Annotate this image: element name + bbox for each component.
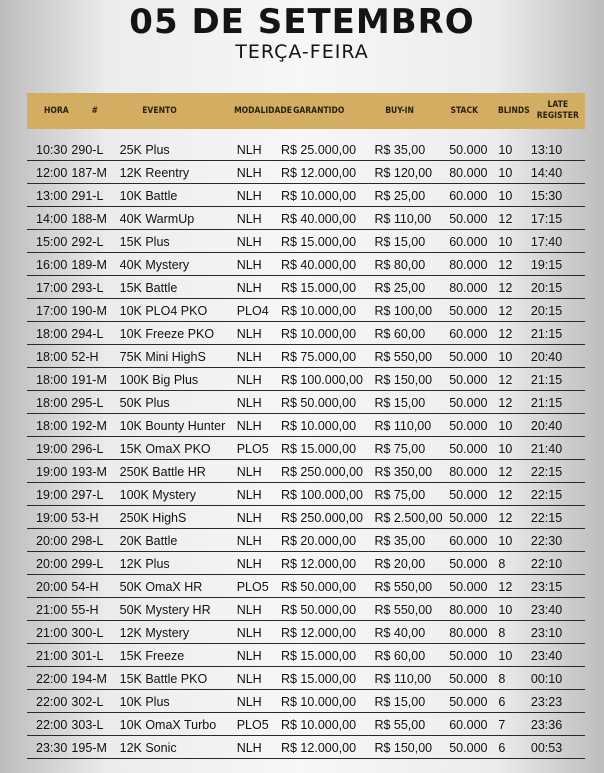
- cell-blinds: 12: [498, 304, 513, 318]
- cell-hora: 19:00: [36, 442, 68, 456]
- table-row: [27, 736, 585, 759]
- cell-garantido: R$ 100.000,00: [280, 488, 363, 502]
- cell-num: 55-H: [71, 603, 99, 617]
- cell-late-register: 22:15: [530, 511, 563, 525]
- cell-num: 293-L: [71, 281, 104, 295]
- cell-hora: 20:00: [36, 580, 68, 594]
- table-row: [27, 575, 585, 598]
- cell-blinds: 12: [498, 488, 513, 502]
- cell-stack: 60.000: [449, 189, 488, 203]
- cell-buyin: R$ 75,00: [374, 488, 426, 502]
- cell-num: 188-M: [71, 212, 107, 226]
- cell-modalidade: NLH: [236, 258, 262, 272]
- cell-evento: 10K Battle: [119, 189, 178, 203]
- cell-num: 296-L: [71, 442, 104, 456]
- table-row: [27, 598, 585, 621]
- cell-num: 191-M: [71, 373, 107, 387]
- cell-late-register: 20:15: [530, 304, 563, 318]
- table-row: [27, 138, 585, 161]
- col-evento: EVENTO: [142, 106, 177, 116]
- cell-stack: 80.000: [449, 465, 488, 479]
- cell-garantido: R$ 40.000,00: [280, 258, 357, 272]
- cell-garantido: R$ 15.000,00: [280, 649, 357, 663]
- cell-num: 54-H: [71, 580, 99, 594]
- cell-buyin: R$ 35,00: [374, 534, 426, 548]
- cell-blinds: 7: [498, 718, 506, 732]
- table-row: [27, 621, 585, 644]
- cell-hora: 19:00: [36, 465, 68, 479]
- cell-blinds: 12: [498, 465, 513, 479]
- cell-blinds: 6: [498, 741, 506, 755]
- cell-num: 189-M: [71, 258, 107, 272]
- cell-late-register: 23:36: [530, 718, 563, 732]
- cell-garantido: R$ 15.000,00: [280, 281, 357, 295]
- schedule-table: [27, 93, 585, 759]
- cell-evento: 12K Mystery: [119, 626, 190, 640]
- cell-stack: 50.000: [449, 557, 488, 571]
- cell-evento: 10K Freeze PKO: [119, 327, 215, 341]
- cell-stack: 50.000: [449, 488, 488, 502]
- table-row: [27, 276, 585, 299]
- cell-late-register: 20:40: [530, 419, 563, 433]
- cell-num: 295-L: [71, 396, 104, 410]
- table-row: [27, 230, 585, 253]
- cell-stack: 60.000: [449, 534, 488, 548]
- cell-late-register: 23:40: [530, 603, 563, 617]
- cell-blinds: 8: [498, 672, 506, 686]
- cell-hora: 18:00: [36, 373, 68, 387]
- cell-num: 195-M: [71, 741, 107, 755]
- cell-blinds: 12: [498, 212, 513, 226]
- cell-buyin: R$ 35,00: [374, 143, 426, 157]
- cell-hora: 14:00: [36, 212, 68, 226]
- cell-evento: 15K Freeze: [119, 649, 185, 663]
- cell-stack: 80.000: [449, 166, 488, 180]
- cell-buyin: R$ 75,00: [374, 442, 426, 456]
- cell-blinds: 10: [498, 235, 513, 249]
- cell-modalidade: PLO5: [236, 442, 269, 456]
- cell-blinds: 12: [498, 327, 513, 341]
- cell-buyin: R$ 350,00: [374, 465, 433, 479]
- cell-evento: 10K Plus: [119, 695, 170, 709]
- cell-hora: 17:00: [36, 281, 68, 295]
- cell-evento: 12K Sonic: [119, 741, 177, 755]
- cell-late-register: 14:40: [530, 166, 563, 180]
- cell-modalidade: NLH: [236, 649, 262, 663]
- cell-evento: 100K Big Plus: [119, 373, 199, 387]
- col-garantido: GARANTIDO: [293, 106, 345, 116]
- cell-garantido: R$ 40.000,00: [280, 212, 357, 226]
- cell-buyin: R$ 100,00: [374, 304, 433, 318]
- cell-late-register: 17:40: [530, 235, 563, 249]
- cell-evento: 20K Battle: [119, 534, 178, 548]
- cell-late-register: 21:40: [530, 442, 563, 456]
- cell-late-register: 21:15: [530, 373, 563, 387]
- table-row: [27, 207, 585, 230]
- cell-evento: 15K Battle: [119, 281, 178, 295]
- cell-num: 290-L: [71, 143, 104, 157]
- table-row: [27, 437, 585, 460]
- cell-num: 193-M: [71, 465, 107, 479]
- cell-hora: 17:00: [36, 304, 68, 318]
- cell-evento: 250K Battle HR: [119, 465, 206, 479]
- cell-blinds: 12: [498, 281, 513, 295]
- cell-stack: 80.000: [449, 281, 488, 295]
- page-title: 05 DE SETEMBRO: [129, 2, 475, 42]
- cell-garantido: R$ 15.000,00: [280, 235, 357, 249]
- cell-stack: 80.000: [449, 603, 488, 617]
- cell-stack: 50.000: [449, 373, 488, 387]
- cell-evento: 100K Mystery: [119, 488, 197, 502]
- table-row: [27, 161, 585, 184]
- cell-stack: 50.000: [449, 695, 488, 709]
- cell-blinds: 12: [498, 373, 513, 387]
- cell-evento: 10K Bounty Hunter: [119, 419, 226, 433]
- cell-modalidade: NLH: [236, 189, 262, 203]
- cell-garantido: R$ 10.000,00: [280, 419, 357, 433]
- cell-evento: 40K WarmUp: [119, 212, 195, 226]
- cell-garantido: R$ 10.000,00: [280, 718, 357, 732]
- cell-buyin: R$ 550,00: [374, 580, 433, 594]
- cell-garantido: R$ 10.000,00: [280, 327, 357, 341]
- cell-evento: 25K Plus: [119, 143, 170, 157]
- table-row: [27, 460, 585, 483]
- cell-modalidade: NLH: [236, 396, 262, 410]
- table-row: [27, 184, 585, 207]
- cell-buyin: R$ 110,00: [374, 672, 432, 686]
- table-row: [27, 529, 585, 552]
- cell-stack: 60.000: [449, 235, 488, 249]
- cell-late-register: 21:15: [530, 396, 563, 410]
- col-stack: STACK: [450, 106, 479, 116]
- cell-buyin: R$ 550,00: [374, 350, 433, 364]
- cell-buyin: R$ 2.500,00: [374, 511, 443, 525]
- table-row: [27, 299, 585, 322]
- cell-hora: 19:00: [36, 488, 68, 502]
- cell-modalidade: PLO5: [236, 580, 269, 594]
- col-late-register: [531, 100, 585, 122]
- table-row: [27, 391, 585, 414]
- table-row: [27, 368, 585, 391]
- cell-stack: 60.000: [449, 718, 488, 732]
- cell-garantido: R$ 12.000,00: [280, 166, 357, 180]
- cell-late-register: 22:15: [530, 488, 563, 502]
- cell-modalidade: NLH: [236, 557, 262, 571]
- cell-garantido: R$ 10.000,00: [280, 189, 357, 203]
- cell-buyin: R$ 150,00: [374, 373, 433, 387]
- cell-hora: 18:00: [36, 327, 68, 341]
- cell-blinds: 10: [498, 350, 513, 364]
- cell-garantido: R$ 15.000,00: [280, 442, 357, 456]
- cell-num: 292-L: [71, 235, 104, 249]
- cell-buyin: R$ 60,00: [374, 327, 426, 341]
- col-late-line1: LATE: [547, 100, 569, 110]
- cell-late-register: 00:53: [530, 741, 563, 755]
- cell-evento: 40K Mystery: [119, 258, 190, 272]
- cell-hora: 18:00: [36, 396, 68, 410]
- cell-stack: 50.000: [449, 304, 488, 318]
- cell-stack: 60.000: [449, 327, 488, 341]
- cell-garantido: R$ 50.000,00: [280, 396, 357, 410]
- table-row: [27, 667, 585, 690]
- table-body: [27, 138, 585, 759]
- table-header: [27, 93, 585, 129]
- cell-late-register: 20:15: [530, 281, 563, 295]
- cell-late-register: 19:15: [530, 258, 563, 272]
- cell-evento: 12K Plus: [119, 557, 170, 571]
- col-buyin: BUY-IN: [385, 106, 414, 116]
- cell-garantido: R$ 250.000,00: [280, 511, 363, 525]
- cell-modalidade: PLO5: [236, 718, 269, 732]
- cell-stack: 80.000: [449, 258, 488, 272]
- cell-blinds: 12: [498, 580, 513, 594]
- cell-buyin: R$ 20,00: [374, 557, 426, 571]
- cell-hora: 20:00: [36, 534, 68, 548]
- cell-evento: 15K Plus: [119, 235, 170, 249]
- cell-modalidade: NLH: [236, 465, 262, 479]
- cell-num: 294-L: [71, 327, 104, 341]
- table-row: [27, 322, 585, 345]
- cell-num: 53-H: [71, 511, 99, 525]
- cell-evento: 50K OmaX HR: [119, 580, 203, 594]
- cell-stack: 50.000: [449, 580, 488, 594]
- cell-buyin: R$ 110,00: [374, 212, 432, 226]
- cell-num: 291-L: [71, 189, 104, 203]
- cell-evento: 15K OmaX PKO: [119, 442, 211, 456]
- cell-garantido: R$ 50.000,00: [280, 580, 357, 594]
- col-num: #: [91, 106, 99, 116]
- cell-modalidade: NLH: [236, 741, 262, 755]
- cell-modalidade: NLH: [236, 235, 262, 249]
- cell-modalidade: NLH: [236, 166, 262, 180]
- page-subtitle: TERÇA-FEIRA: [235, 41, 369, 63]
- cell-blinds: 10: [498, 419, 513, 433]
- cell-buyin: R$ 110,00: [374, 419, 432, 433]
- cell-buyin: R$ 25,00: [374, 189, 426, 203]
- cell-garantido: R$ 75.000,00: [280, 350, 357, 364]
- cell-buyin: R$ 15,00: [374, 396, 426, 410]
- cell-blinds: 10: [498, 649, 513, 663]
- cell-garantido: R$ 250.000,00: [280, 465, 363, 479]
- cell-stack: 50.000: [449, 511, 488, 525]
- cell-garantido: R$ 10.000,00: [280, 695, 357, 709]
- cell-modalidade: NLH: [236, 281, 262, 295]
- cell-blinds: 6: [498, 695, 506, 709]
- cell-late-register: 23:23: [530, 695, 563, 709]
- table-row: [27, 253, 585, 276]
- cell-late-register: 22:10: [530, 557, 563, 571]
- cell-hora: 16:00: [36, 258, 68, 272]
- cell-garantido: R$ 20.000,00: [280, 534, 357, 548]
- cell-evento: 75K Mini HighS: [119, 350, 206, 364]
- cell-hora: 21:00: [36, 626, 68, 640]
- cell-blinds: 10: [498, 143, 513, 157]
- cell-hora: 21:00: [36, 649, 68, 663]
- cell-num: 297-L: [71, 488, 104, 502]
- table-row: [27, 644, 585, 667]
- cell-late-register: 15:30: [530, 189, 563, 203]
- table-row: [27, 552, 585, 575]
- cell-hora: 23:30: [36, 741, 68, 755]
- cell-buyin: R$ 15,00: [374, 235, 426, 249]
- cell-late-register: 21:15: [530, 327, 563, 341]
- cell-modalidade: NLH: [236, 327, 262, 341]
- cell-garantido: R$ 100.000,00: [280, 373, 363, 387]
- cell-hora: 22:00: [36, 695, 68, 709]
- cell-num: 190-M: [71, 304, 107, 318]
- cell-hora: 12:00: [36, 166, 68, 180]
- cell-late-register: 23:40: [530, 649, 563, 663]
- cell-hora: 20:00: [36, 557, 68, 571]
- cell-stack: 50.000: [449, 212, 488, 226]
- cell-blinds: 10: [498, 189, 513, 203]
- table-row: [27, 713, 585, 736]
- cell-late-register: 22:15: [530, 465, 563, 479]
- cell-modalidade: NLH: [236, 695, 262, 709]
- cell-blinds: 10: [498, 603, 513, 617]
- cell-num: 192-M: [71, 419, 107, 433]
- cell-num: 303-L: [71, 718, 104, 732]
- cell-stack: 50.000: [449, 143, 488, 157]
- cell-hora: 21:00: [36, 603, 68, 617]
- cell-blinds: 12: [498, 511, 513, 525]
- cell-modalidade: NLH: [236, 626, 262, 640]
- cell-late-register: 22:30: [530, 534, 563, 548]
- cell-hora: 13:00: [36, 189, 68, 203]
- cell-buyin: R$ 60,00: [374, 649, 426, 663]
- cell-stack: 50.000: [449, 741, 488, 755]
- cell-stack: 50.000: [449, 396, 488, 410]
- cell-late-register: 17:15: [530, 212, 563, 226]
- col-late-line2: REGISTER: [536, 111, 579, 121]
- cell-blinds: 10: [498, 442, 513, 456]
- cell-stack: 50.000: [449, 419, 488, 433]
- cell-blinds: 8: [498, 557, 506, 571]
- cell-garantido: R$ 12.000,00: [280, 557, 357, 571]
- cell-modalidade: NLH: [236, 534, 262, 548]
- cell-num: 302-L: [71, 695, 104, 709]
- cell-stack: 50.000: [449, 649, 488, 663]
- cell-buyin: R$ 150,00: [374, 741, 433, 755]
- cell-blinds: 8: [498, 626, 506, 640]
- cell-blinds: 12: [498, 258, 513, 272]
- cell-late-register: 13:10: [530, 143, 563, 157]
- cell-garantido: R$ 25.000,00: [280, 143, 357, 157]
- cell-evento: 12K Reentry: [119, 166, 190, 180]
- cell-hora: 18:00: [36, 419, 68, 433]
- cell-num: 194-M: [71, 672, 107, 686]
- cell-hora: 22:00: [36, 672, 68, 686]
- cell-late-register: 00:10: [530, 672, 563, 686]
- cell-evento: 50K Plus: [119, 396, 170, 410]
- cell-modalidade: PLO4: [236, 304, 269, 318]
- cell-garantido: R$ 50.000,00: [280, 603, 357, 617]
- cell-blinds: 10: [498, 534, 513, 548]
- cell-num: 52-H: [71, 350, 99, 364]
- cell-num: 300-L: [71, 626, 104, 640]
- cell-buyin: R$ 120,00: [374, 166, 433, 180]
- cell-modalidade: NLH: [236, 672, 262, 686]
- col-modalidade: MODALIDADE: [234, 106, 293, 116]
- cell-buyin: R$ 550,00: [374, 603, 433, 617]
- cell-hora: 19:00: [36, 511, 68, 525]
- table-row: [27, 345, 585, 368]
- cell-garantido: R$ 10.000,00: [280, 304, 357, 318]
- cell-buyin: R$ 55,00: [374, 718, 426, 732]
- cell-modalidade: NLH: [236, 373, 262, 387]
- cell-num: 299-L: [71, 557, 104, 571]
- cell-num: 301-L: [71, 649, 104, 663]
- cell-modalidade: NLH: [236, 603, 262, 617]
- cell-hora: 22:00: [36, 718, 68, 732]
- col-blinds: BLINDS: [497, 106, 530, 116]
- col-hora: HORA: [44, 106, 69, 116]
- cell-evento: 10K PLO4 PKO: [119, 304, 208, 318]
- cell-modalidade: NLH: [236, 419, 262, 433]
- cell-modalidade: NLH: [236, 212, 262, 226]
- cell-blinds: 10: [498, 166, 513, 180]
- cell-modalidade: NLH: [236, 350, 262, 364]
- cell-buyin: R$ 25,00: [374, 281, 426, 295]
- table-row: [27, 483, 585, 506]
- cell-hora: 15:00: [36, 235, 68, 249]
- cell-evento: 250K HighS: [119, 511, 187, 525]
- cell-late-register: 23:15: [530, 580, 563, 594]
- cell-num: 187-M: [71, 166, 107, 180]
- cell-stack: 50.000: [449, 442, 488, 456]
- cell-modalidade: NLH: [236, 511, 262, 525]
- cell-modalidade: NLH: [236, 143, 262, 157]
- cell-evento: 15K Battle PKO: [119, 672, 208, 686]
- cell-modalidade: NLH: [236, 488, 262, 502]
- cell-evento: 10K OmaX Turbo: [119, 718, 217, 732]
- table-row: [27, 506, 585, 529]
- cell-buyin: R$ 15,00: [374, 695, 426, 709]
- cell-stack: 50.000: [449, 672, 488, 686]
- cell-evento: 50K Mystery HR: [119, 603, 211, 617]
- cell-stack: 50.000: [449, 350, 488, 364]
- cell-hora: 10:30: [36, 143, 68, 157]
- cell-blinds: 12: [498, 396, 513, 410]
- cell-stack: 80.000: [449, 626, 488, 640]
- table-row: [27, 690, 585, 713]
- cell-garantido: R$ 15.000,00: [280, 672, 357, 686]
- table-row: [27, 414, 585, 437]
- cell-buyin: R$ 40,00: [374, 626, 426, 640]
- cell-late-register: 20:40: [530, 350, 563, 364]
- cell-num: 298-L: [71, 534, 104, 548]
- cell-hora: 18:00: [36, 350, 68, 364]
- cell-garantido: R$ 12.000,00: [280, 741, 357, 755]
- cell-buyin: R$ 80,00: [374, 258, 426, 272]
- cell-garantido: R$ 12.000,00: [280, 626, 357, 640]
- cell-late-register: 23:10: [530, 626, 563, 640]
